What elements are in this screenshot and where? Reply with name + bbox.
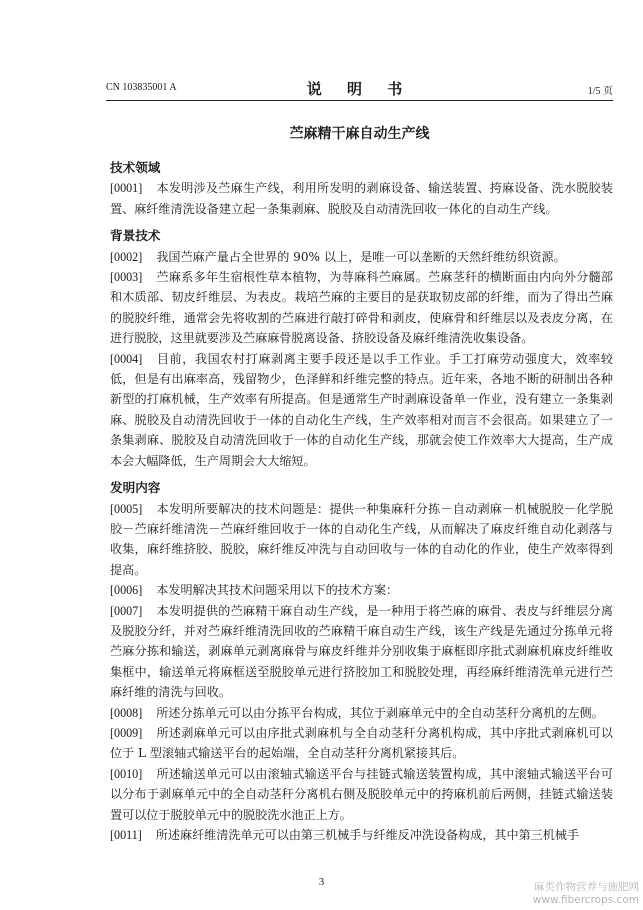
document-title: 苎麻精干麻自动生产线 (289, 126, 430, 142)
paragraph-text: 我国苎麻产量占全世界的 90% 以上，是唯一可以垄断的天然纤维纺织资源。 (156, 249, 566, 264)
header-rule (106, 100, 613, 101)
paragraph-number: [0003] (110, 270, 143, 285)
paragraph (110, 723, 613, 764)
paragraph-text: 本发明涉及苎麻生产线，利用所发明的剥麻设备、输送装置、挎麻设备、洗水脱胶装置、麻纤维清洗设备建立起一条集剥麻、脱胶及自动清洗回收一体化的自动生产线。 (110, 181, 613, 216)
paragraph-text: 本发明所要解决的技术问题是：提供一种集麻秆分拣－自动剥麻－机械脱胶－化学脱胶－苎麻纤维清洗－苎麻纤维回收于一体的自动化生产线，从而解决了麻皮纤维自动化剥落与收集，麻纤维挤胶、脱胶，麻纤维反冲洗与自动回收与一体的自动化的作业，使生产效率得到提高。 (110, 501, 613, 577)
doc-type: 说 明 书 (306, 80, 413, 98)
watermark-url: www.fibercrops.com (532, 894, 639, 906)
paragraph (110, 178, 613, 219)
paragraph-number: [0006] (110, 583, 143, 598)
paragraph-number: [0009] (110, 725, 143, 740)
page-number: 3 (318, 876, 325, 888)
paragraph (110, 601, 613, 703)
watermark-name: 麻类作物营养与施肥网 (534, 881, 639, 893)
watermark (533, 881, 639, 907)
paragraph-number: [0001] (110, 181, 143, 196)
doc-number: CN 103835001 A (106, 82, 177, 93)
paragraph (110, 499, 613, 581)
paragraph-number: [0010] (110, 766, 143, 781)
paragraph (110, 580, 613, 600)
paragraph-text: 目前，我国农村打麻剥离主要手段还是以手工作业。手工打麻劳动强度大，效率较低，但是有出麻率高，残留物少，色泽鲜和纤维完整的特点。近年来，各地不断的研制出各种新型的打麻机械，生产效率有所提高。但是通常生产时剥麻设备单一作业，没有建立一条集剥麻、脱胶及自动清洗回收于一体的自动化生产线，生产效率相对而言不会很高。如果建立了一条集剥麻、脱胶及自动清洗回收于一体的自动化生产线，那就会使工作效率大大提高，生产成本会大幅降低，生产周期会大大缩短。 (110, 351, 613, 468)
paragraph-number: [0004] (110, 351, 143, 366)
page-header (106, 78, 613, 98)
paragraph-number: [0005] (110, 501, 143, 516)
paragraph (110, 247, 613, 267)
paragraph-text: 本发明解决其技术问题采用以下的技术方案： (156, 583, 399, 598)
section-heading: 发明内容 (110, 480, 161, 496)
paragraph (110, 267, 613, 349)
paragraph-text: 所述剥麻单元可以由序批式剥麻机与全自动茎秆分离机构成，其中序批式剥麻机可以位于 L 型滚轴式输送平台的起始端，全自动茎秆分离机紧接其后。 (110, 725, 613, 761)
paragraph-number: [0011] (110, 828, 142, 842)
paragraph-text: 苎麻系多年生宿根性草本植物，为荨麻科苎麻属。苎麻茎秆的横断面由内向外分髓部和木质部、韧皮纤维层、为表皮。栽培苎麻的主要目的是获取韧皮部的纤维，而为了得出苎麻的脱胶纤维，通常会先将收割的苎麻进行敲打碎骨和剥皮，使麻骨和纤维层以及表皮分离，在进行脱胶，这里就要涉及苎麻麻骨脱离设备、挤胶设备及麻纤维清洗收集设备。 (110, 270, 613, 346)
paragraph (110, 349, 613, 471)
section-heading: 背景技术 (110, 228, 161, 244)
paragraph (110, 703, 613, 723)
paragraph-text: 所述输送单元可以由滚轴式输送平台与挂链式输送装置构成，其中滚轴式输送平台可以分布于剥麻单元中的全自动茎秆分离机右侧及脱胶单元中的挎麻机前后两侧，挂链式输送装置可以位于脱胶单元中的脱胶洗水池正上方。 (110, 766, 613, 822)
section-heading: 技术领域 (110, 160, 161, 175)
paragraph-text: 所述麻纤维清洗单元可以由第三机械手与纤维反冲洗设备构成，其中第三机械手 (155, 828, 580, 842)
paragraph-number: [0008] (110, 705, 143, 720)
paragraph-number: [0007] (110, 603, 143, 618)
paragraph (110, 825, 613, 845)
page-info: 1/5 页 (587, 86, 613, 97)
paragraph (110, 764, 613, 825)
document-body (110, 158, 613, 845)
paragraph-text: 本发明提供的苎麻精干麻自动生产线，是一种用于将苎麻的麻骨、表皮与纤维层分离及脱胶分纤，并对苎麻纤维清洗回收的苎麻精干麻自动生产线，该生产线是先通过分拣单元将苎麻分拣和输送，剥麻单元剥离麻骨与麻皮纤维并分别收集于麻框即序批式剥麻机麻皮纤维收集框中，输送单元将麻框送至脱胶单元进行挤胶加工和脱胶处理，再经麻纤维清洗单元进行苎麻纤维的清洗与回收。 (110, 603, 613, 700)
paragraph-number: [0002] (110, 249, 143, 264)
paragraph-text: 所述分拣单元可以由分拣平台构成，其位于剥麻单元中的全自动茎秆分离机的左侧。 (156, 705, 604, 720)
